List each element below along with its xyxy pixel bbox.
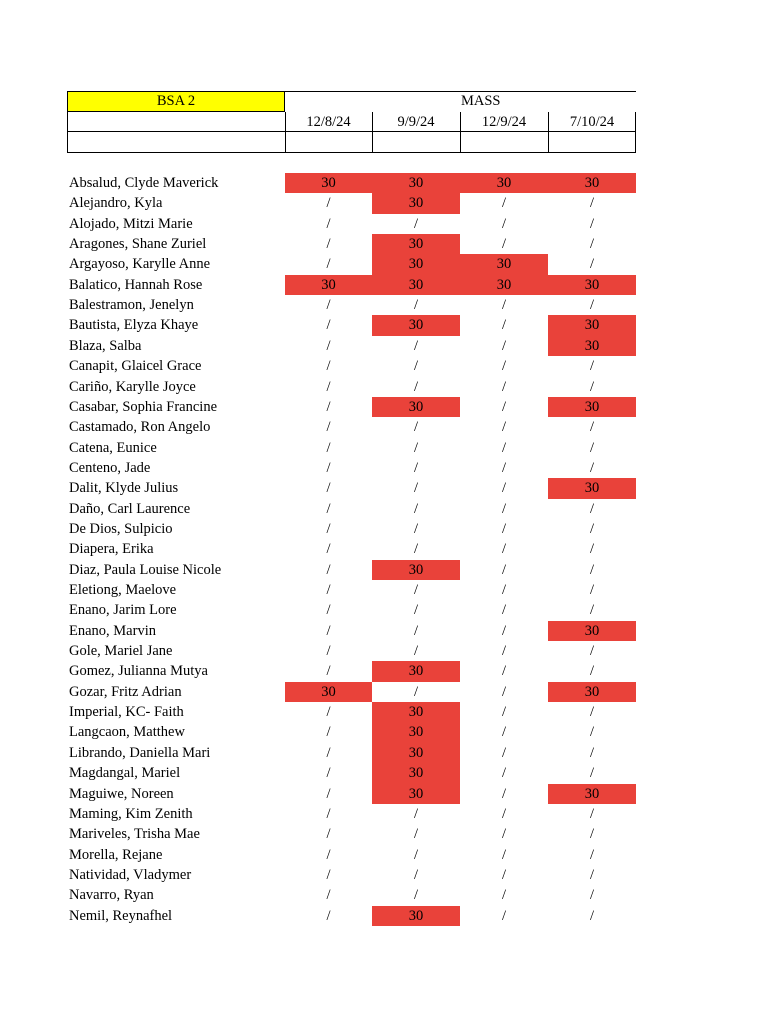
mark-cell-4[interactable]: / (589, 582, 595, 598)
table-row (0, 824, 768, 844)
mark-cell-4[interactable]: / (589, 419, 595, 436)
mark-cell-4[interactable]: 30 (548, 336, 636, 356)
mark-cell-2[interactable]: 30 (372, 906, 460, 926)
mark-cell-3[interactable]: / (501, 643, 507, 660)
student-name-cell[interactable]: Gomez, Julianna Mutya (69, 663, 208, 680)
mark-cell-1[interactable]: / (326, 643, 331, 660)
class-label-cell[interactable]: BSA 2 (67, 91, 285, 112)
mark-cell-1[interactable]: / (326, 520, 331, 537)
mark-cell-1[interactable]: / (326, 582, 331, 598)
mark-cell-4[interactable]: / (589, 866, 595, 883)
mark-cell-1[interactable]: / (326, 480, 331, 497)
mark-cell-4[interactable]: 30 (548, 173, 636, 193)
student-name-cell[interactable]: Diapera, Erika (69, 541, 154, 558)
mark-cell-2[interactable]: / (413, 826, 419, 843)
table-row (0, 397, 768, 417)
mark-cell-2[interactable]: 30 (372, 275, 460, 295)
mark-cell-1[interactable]: / (326, 622, 331, 639)
mark-cell-4[interactable]: 30 (548, 478, 636, 498)
mark-cell-4[interactable]: / (589, 887, 595, 904)
mark-cell-4[interactable]: / (589, 297, 595, 314)
mark-cell-1[interactable]: / (326, 907, 331, 924)
mark-cell-3[interactable]: / (501, 683, 507, 700)
mark-cell-2[interactable]: / (413, 378, 419, 395)
mark-cell-3[interactable]: / (501, 846, 507, 863)
student-name-cell[interactable]: Enano, Marvin (69, 622, 156, 639)
mark-cell-2[interactable]: / (413, 805, 419, 822)
table-row (0, 885, 768, 905)
table-row (0, 417, 768, 437)
mark-cell-3[interactable]: / (501, 500, 507, 517)
table-row (0, 275, 768, 295)
mark-cell-2[interactable]: / (413, 866, 419, 883)
table-row (0, 804, 768, 824)
mark-cell-3[interactable]: / (501, 358, 507, 375)
mark-cell-4[interactable]: / (589, 215, 595, 232)
activity-title-cell[interactable] (285, 91, 636, 112)
mark-cell-1[interactable]: / (326, 805, 331, 822)
mark-cell-4[interactable]: / (589, 520, 595, 537)
mark-cell-2[interactable]: / (413, 459, 419, 476)
mark-cell-2[interactable]: / (413, 520, 419, 537)
mark-cell-3[interactable]: 30 (460, 254, 548, 274)
student-name-cell[interactable]: Navarro, Ryan (69, 887, 154, 904)
mark-cell-2[interactable]: / (413, 337, 419, 354)
mark-cell-4[interactable]: 30 (548, 682, 636, 702)
student-name-cell[interactable]: Maming, Kim Zenith (69, 805, 193, 822)
student-name-cell[interactable]: Argayoso, Karylle Anne (69, 256, 211, 273)
student-name-cell[interactable]: Daño, Carl Laurence (69, 500, 191, 517)
table-row (0, 865, 768, 885)
mark-cell-2[interactable]: / (413, 887, 419, 904)
student-name-cell[interactable]: Gozar, Fritz Adrian (69, 683, 182, 700)
mark-cell-2[interactable]: / (413, 215, 419, 232)
mark-cell-1[interactable]: / (326, 195, 331, 212)
table-row (0, 621, 768, 641)
mark-cell-3[interactable]: / (501, 297, 507, 314)
table-row (0, 499, 768, 519)
mark-cell-2[interactable]: / (413, 541, 419, 558)
mark-cell-4[interactable]: / (589, 765, 595, 782)
mark-cell-1[interactable]: / (326, 887, 331, 904)
table-row (0, 214, 768, 234)
mark-cell-2[interactable]: 30 (372, 173, 460, 193)
mark-cell-1[interactable]: 30 (285, 173, 372, 193)
student-name-cell[interactable]: Canapit, Glaicel Grace (69, 358, 202, 375)
student-name-cell[interactable]: Absalud, Clyde Maverick (69, 175, 219, 191)
mark-cell-4[interactable]: / (589, 236, 595, 253)
student-name-cell[interactable]: Langcaon, Matthew (69, 724, 185, 741)
mark-cell-3[interactable]: / (501, 744, 507, 761)
table-row (0, 315, 768, 335)
student-name-cell[interactable]: Natividad, Vladymer (69, 866, 192, 883)
mark-cell-2[interactable]: / (413, 439, 419, 456)
mark-cell-4[interactable]: / (589, 439, 595, 456)
date-header-4[interactable]: 7/10/24 (569, 114, 615, 130)
mark-cell-4[interactable]: / (589, 704, 595, 721)
student-name-cell[interactable]: De Dios, Sulpicio (69, 520, 173, 537)
activity-title: MASS (461, 93, 501, 109)
mark-cell-1[interactable]: / (326, 846, 331, 863)
mark-cell-1[interactable]: 30 (285, 682, 372, 702)
table-row (0, 478, 768, 498)
table-row (0, 743, 768, 763)
mark-cell-4[interactable]: / (589, 744, 595, 761)
student-name-cell[interactable]: Balatico, Hannah Rose (69, 276, 203, 293)
mark-cell-2[interactable]: 30 (372, 722, 460, 742)
mark-cell-3[interactable]: / (501, 805, 507, 822)
mark-cell-3[interactable]: / (501, 704, 507, 721)
student-name-cell[interactable]: Gole, Mariel Jane (69, 643, 173, 660)
mark-cell-3[interactable]: / (501, 887, 507, 904)
student-name-cell[interactable]: Aragones, Shane Zuriel (69, 236, 207, 253)
mark-cell-1[interactable]: / (326, 358, 331, 375)
student-name-cell[interactable]: Enano, Jarim Lore (69, 602, 177, 619)
mark-cell-4[interactable]: / (589, 805, 595, 822)
student-name-cell[interactable]: Mariveles, Trisha Mae (69, 826, 200, 843)
student-name-cell[interactable]: Librando, Daniella Mari (69, 744, 211, 761)
table-row (0, 438, 768, 458)
mark-cell-2[interactable]: 30 (372, 702, 460, 722)
mark-cell-1[interactable]: / (326, 317, 331, 334)
mark-cell-1[interactable]: / (326, 256, 331, 273)
mark-cell-1[interactable]: / (326, 337, 331, 354)
mark-cell-1[interactable]: / (326, 378, 331, 395)
table-row (0, 641, 768, 661)
mark-cell-3[interactable]: / (501, 195, 507, 212)
mark-cell-3[interactable]: / (501, 582, 507, 598)
table-row (0, 458, 768, 478)
mark-cell-4[interactable]: / (589, 643, 595, 660)
student-name-cell[interactable]: Maguiwe, Noreen (69, 785, 174, 802)
mark-cell-1[interactable]: / (326, 500, 331, 517)
mark-cell-4[interactable]: / (589, 500, 595, 517)
mark-cell-3[interactable]: / (501, 215, 507, 232)
mark-cell-2[interactable]: / (413, 683, 419, 700)
mark-cell-1[interactable]: / (326, 459, 331, 476)
mark-cell-1[interactable]: / (326, 541, 331, 558)
mark-cell-3[interactable]: / (501, 724, 507, 741)
mark-cell-2[interactable]: / (413, 602, 419, 619)
mark-cell-1[interactable]: / (326, 866, 331, 883)
mark-cell-3[interactable]: / (501, 236, 507, 253)
student-name-cell[interactable]: Alejandro, Kyla (69, 195, 163, 212)
mark-cell-4[interactable]: 30 (548, 315, 636, 335)
mark-cell-1[interactable]: / (326, 439, 331, 456)
table-row (0, 845, 768, 865)
table-row (0, 193, 768, 213)
mark-cell-1[interactable]: / (326, 663, 331, 680)
mark-cell-3[interactable]: / (501, 317, 507, 334)
mark-cell-2[interactable]: 30 (372, 743, 460, 763)
mark-cell-4[interactable]: / (589, 663, 595, 680)
student-name-cell[interactable]: Alojado, Mitzi Marie (69, 215, 193, 232)
mark-cell-4[interactable]: / (589, 826, 595, 843)
table-row (0, 784, 768, 804)
table-row (0, 254, 768, 274)
mark-cell-3[interactable]: 30 (460, 275, 548, 295)
student-name-cell[interactable]: Diaz, Paula Louise Nicole (69, 561, 222, 578)
table-row (0, 560, 768, 580)
mark-cell-2[interactable]: 30 (372, 784, 460, 804)
mark-cell-3[interactable]: / (501, 480, 507, 497)
mark-cell-4[interactable]: / (589, 459, 595, 476)
mark-cell-2[interactable]: / (413, 419, 419, 436)
mark-cell-2[interactable]: / (413, 622, 419, 639)
mark-cell-2[interactable]: 30 (372, 193, 460, 213)
mark-cell-2[interactable]: 30 (372, 661, 460, 681)
mark-cell-4[interactable]: / (589, 846, 595, 863)
table-row (0, 763, 768, 783)
mark-cell-3[interactable]: / (501, 337, 507, 354)
mark-cell-1[interactable]: / (326, 561, 331, 578)
student-name-cell[interactable]: Catena, Eunice (69, 439, 157, 456)
mark-cell-3[interactable]: / (501, 622, 507, 639)
mark-cell-2[interactable]: 30 (372, 254, 460, 274)
mark-cell-4[interactable]: / (589, 602, 595, 619)
mark-cell-4[interactable]: 30 (548, 621, 636, 641)
table-row (0, 519, 768, 539)
table-row (0, 336, 768, 356)
mark-cell-3[interactable]: / (501, 866, 507, 883)
mark-cell-3[interactable]: / (501, 419, 507, 436)
student-name-cell[interactable]: Nemil, Reynafhel (69, 907, 173, 924)
mark-cell-2[interactable]: / (413, 846, 419, 863)
mark-cell-4[interactable]: / (589, 541, 595, 558)
mark-cell-1[interactable]: / (326, 398, 331, 415)
student-name-cell[interactable]: Dalit, Klyde Julius (69, 480, 179, 497)
mark-cell-1[interactable]: / (326, 419, 331, 436)
mark-cell-1[interactable]: / (326, 785, 331, 802)
table-row (0, 906, 768, 926)
mark-cell-1[interactable]: / (326, 826, 331, 843)
mark-cell-4[interactable]: / (589, 195, 595, 212)
date-header-2[interactable]: 9/9/24 (397, 114, 435, 130)
date-header-3[interactable]: 12/9/24 (481, 114, 527, 130)
student-name-cell[interactable]: Blaza, Salba (69, 337, 142, 354)
mark-cell-2[interactable]: / (413, 358, 419, 375)
student-name-cell[interactable]: Magdangal, Mariel (69, 765, 181, 782)
mark-cell-3[interactable]: / (501, 459, 507, 476)
student-name-cell[interactable]: Morella, Rejane (69, 846, 163, 863)
mark-cell-3[interactable]: / (501, 907, 507, 924)
mark-cell-4[interactable]: 30 (548, 275, 636, 295)
mark-cell-1[interactable]: / (326, 765, 331, 782)
mark-cell-1[interactable]: / (326, 724, 331, 741)
mark-cell-4[interactable]: / (589, 561, 595, 578)
student-name-cell[interactable]: Imperial, KC- Faith (69, 704, 184, 721)
table-row (0, 234, 768, 254)
mark-cell-1[interactable]: / (326, 215, 331, 232)
mark-cell-3[interactable]: / (501, 826, 507, 843)
mark-cell-4[interactable]: / (589, 378, 595, 395)
mark-cell-1[interactable]: / (326, 704, 331, 721)
table-row (0, 600, 768, 620)
student-name-cell[interactable]: Bautista, Elyza Khaye (69, 317, 199, 334)
student-name-cell[interactable]: Centeno, Jade (69, 459, 151, 476)
mark-cell-1[interactable]: / (326, 744, 331, 761)
table-row (0, 682, 768, 702)
mark-cell-2[interactable]: 30 (372, 560, 460, 580)
table-row (0, 702, 768, 722)
mark-cell-4[interactable]: / (589, 256, 595, 273)
mark-cell-3[interactable]: / (501, 765, 507, 782)
mark-cell-1[interactable]: 30 (285, 275, 372, 295)
mark-cell-2[interactable]: 30 (372, 315, 460, 335)
table-row (0, 580, 768, 600)
mark-cell-2[interactable]: 30 (372, 234, 460, 254)
mark-cell-3[interactable]: / (501, 439, 507, 456)
mark-cell-3[interactable]: / (501, 663, 507, 680)
mark-cell-3[interactable]: 30 (460, 173, 548, 193)
mark-cell-4[interactable]: / (589, 358, 595, 375)
mark-cell-3[interactable]: / (501, 561, 507, 578)
date-header-1[interactable]: 12/8/24 (306, 114, 351, 130)
table-row (0, 539, 768, 559)
student-name-cell[interactable]: Castamado, Ron Angelo (69, 419, 211, 436)
mark-cell-3[interactable]: / (501, 785, 507, 802)
student-name-cell[interactable]: Casabar, Sophia Francine (69, 398, 218, 415)
mark-cell-2[interactable]: / (413, 500, 419, 517)
mark-cell-3[interactable]: / (501, 398, 507, 415)
mark-cell-3[interactable]: / (501, 602, 507, 619)
mark-cell-1[interactable]: / (326, 602, 331, 619)
table-row (0, 661, 768, 681)
table-row (0, 295, 768, 315)
table-row (0, 356, 768, 376)
mark-cell-4[interactable]: 30 (548, 784, 636, 804)
mark-cell-1[interactable]: / (326, 236, 331, 253)
mark-cell-3[interactable]: / (501, 520, 507, 537)
mark-cell-2[interactable]: 30 (372, 763, 460, 783)
table-row (0, 722, 768, 742)
mark-cell-2[interactable]: / (413, 643, 419, 660)
mark-cell-4[interactable]: / (589, 907, 595, 924)
student-name-cell[interactable]: Eletiong, Maelove (69, 582, 177, 598)
mark-cell-2[interactable]: / (413, 582, 419, 598)
mark-cell-4[interactable]: / (589, 724, 595, 741)
student-name-cell[interactable]: Balestramon, Jenelyn (69, 297, 194, 314)
mark-cell-2[interactable]: 30 (372, 397, 460, 417)
table-row (0, 377, 768, 397)
mark-cell-3[interactable]: / (501, 378, 507, 395)
mark-cell-4[interactable]: 30 (548, 397, 636, 417)
mark-cell-2[interactable]: / (413, 297, 419, 314)
student-name-cell[interactable]: Cariño, Karylle Joyce (69, 378, 196, 395)
mark-cell-1[interactable]: / (326, 297, 331, 314)
mark-cell-3[interactable]: / (501, 541, 507, 558)
mark-cell-2[interactable]: / (413, 480, 419, 497)
table-row (0, 173, 768, 193)
